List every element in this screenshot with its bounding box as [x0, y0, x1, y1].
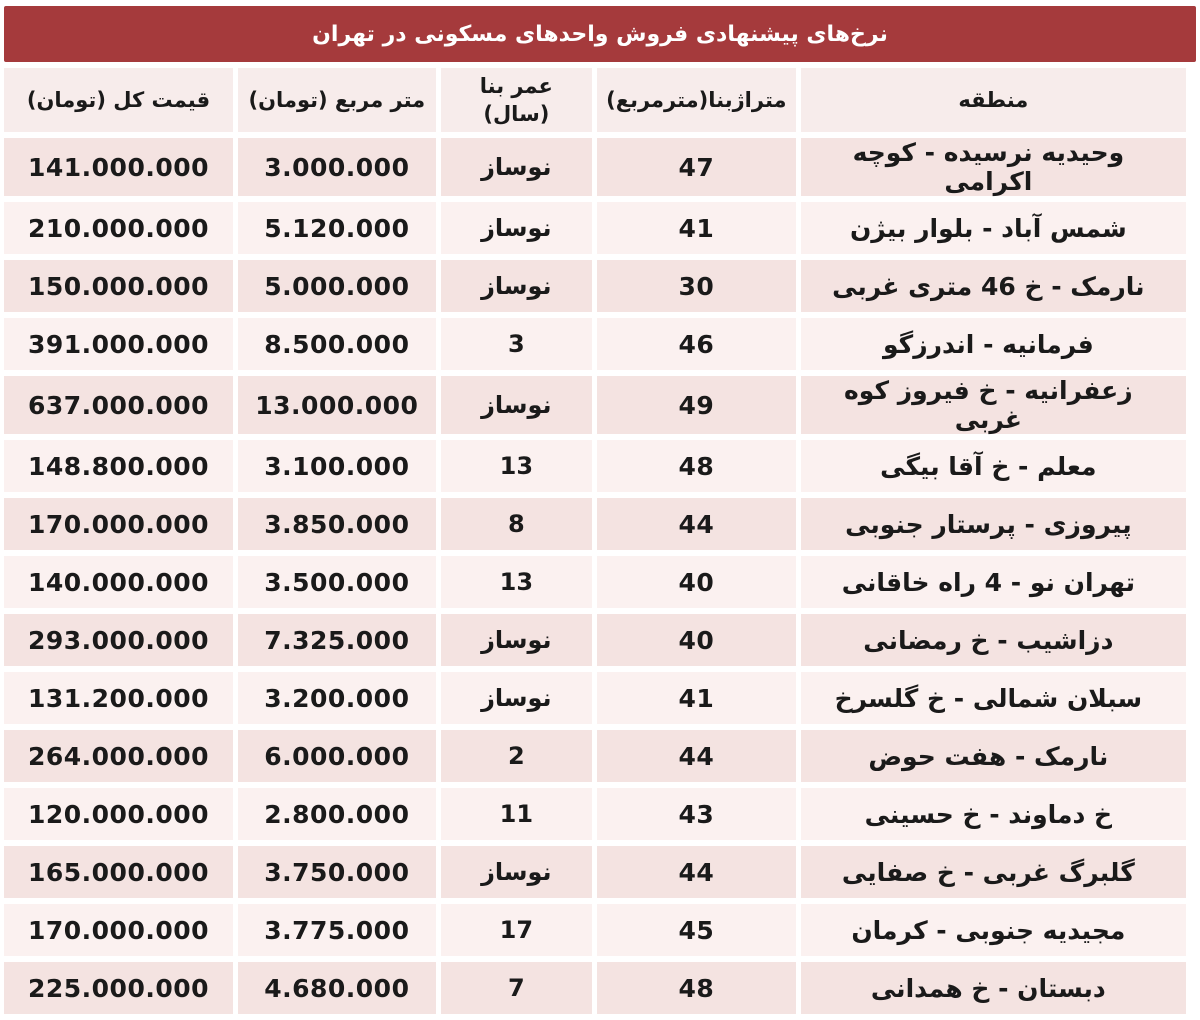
cell-price-per-meter: 2.800.000: [238, 788, 436, 840]
cell-price-per-meter: 8.500.000: [238, 318, 436, 370]
cell-area: 41: [597, 202, 796, 254]
cell-area: 47: [597, 138, 796, 196]
cell-region: تهران نو - 4 راه خاقانی: [801, 556, 1186, 608]
cell-building-age: نوساز: [441, 846, 592, 898]
cell-price-per-meter: 3.850.000: [238, 498, 436, 550]
cell-region: معلم - خ آقا بیگی: [801, 440, 1186, 492]
cell-building-age: 13: [441, 556, 592, 608]
cell-region: شمس آباد - بلوار بیژن: [801, 202, 1186, 254]
table-row: [4, 202, 1186, 254]
header-building-age-line1: عمر بنا: [479, 74, 553, 98]
cell-building-age: نوساز: [441, 202, 592, 254]
cell-region: پیروزی - پرستار جنوبی: [801, 498, 1186, 550]
cell-area: 43: [597, 788, 796, 840]
table-row: [4, 318, 1186, 370]
cell-building-age: 7: [441, 962, 592, 1014]
cell-building-age: نوساز: [441, 260, 592, 312]
cell-region: نارمک - هفت حوض: [801, 730, 1186, 782]
table-header-row: [4, 68, 1186, 132]
cell-building-age: نوساز: [441, 376, 592, 434]
table-row: [4, 730, 1186, 782]
cell-price-per-meter: 3.000.000: [238, 138, 436, 196]
cell-total-price: 637.000.000: [4, 376, 233, 434]
cell-area: 44: [597, 498, 796, 550]
table-row: [4, 260, 1186, 312]
cell-total-price: 293.000.000: [4, 614, 233, 666]
cell-building-age: 3: [441, 318, 592, 370]
cell-price-per-meter: 3.200.000: [238, 672, 436, 724]
cell-building-age: 8: [441, 498, 592, 550]
listing-price-table: [0, 62, 1191, 1020]
cell-price-per-meter: 3.750.000: [238, 846, 436, 898]
cell-building-age: 11: [441, 788, 592, 840]
table-row: [4, 962, 1186, 1014]
cell-region: سبلان شمالی - خ گلسرخ: [801, 672, 1186, 724]
cell-region: زعفرانیه - خ فیروز کوه غربی: [801, 376, 1186, 434]
header-total-price: قیمت کل (تومان): [4, 68, 233, 132]
header-region: منطقه: [801, 68, 1186, 132]
cell-region: دزاشیب - خ رمضانی: [801, 614, 1186, 666]
table-row: [4, 904, 1186, 956]
cell-region: خ دماوند - خ حسینی: [801, 788, 1186, 840]
cell-price-per-meter: 4.680.000: [238, 962, 436, 1014]
header-price-per-meter: متر مربع (تومان): [238, 68, 436, 132]
cell-area: 41: [597, 672, 796, 724]
cell-total-price: 150.000.000: [4, 260, 233, 312]
cell-total-price: 391.000.000: [4, 318, 233, 370]
cell-total-price: 131.200.000: [4, 672, 233, 724]
cell-area: 49: [597, 376, 796, 434]
cell-building-age: نوساز: [441, 614, 592, 666]
cell-building-age: 2: [441, 730, 592, 782]
cell-region: فرمانیه - اندرزگو: [801, 318, 1186, 370]
cell-total-price: 210.000.000: [4, 202, 233, 254]
cell-total-price: 264.000.000: [4, 730, 233, 782]
table-row: [4, 614, 1186, 666]
cell-price-per-meter: 6.000.000: [238, 730, 436, 782]
table-row: [4, 788, 1186, 840]
cell-price-per-meter: 5.120.000: [238, 202, 436, 254]
cell-total-price: 148.800.000: [4, 440, 233, 492]
cell-total-price: 140.000.000: [4, 556, 233, 608]
cell-area: 48: [597, 962, 796, 1014]
cell-price-per-meter: 3.100.000: [238, 440, 436, 492]
cell-building-age: نوساز: [441, 138, 592, 196]
cell-area: 44: [597, 846, 796, 898]
cell-area: 48: [597, 440, 796, 492]
cell-area: 44: [597, 730, 796, 782]
table-row: [4, 846, 1186, 898]
cell-total-price: 165.000.000: [4, 846, 233, 898]
table-title: نرخ‌های پیشنهادی فروش واحدهای مسکونی در تهران: [312, 21, 888, 47]
cell-area: 40: [597, 556, 796, 608]
cell-region: دبستان - خ همدانی: [801, 962, 1186, 1014]
table-row: [4, 138, 1186, 196]
cell-price-per-meter: 3.500.000: [238, 556, 436, 608]
cell-price-per-meter: 5.000.000: [238, 260, 436, 312]
table-row: [4, 376, 1186, 434]
cell-area: 45: [597, 904, 796, 956]
cell-total-price: 120.000.000: [4, 788, 233, 840]
table-row: [4, 556, 1186, 608]
table-row: [4, 440, 1186, 492]
cell-region: وحیدیه نرسیده - کوچه اکرامی: [801, 138, 1186, 196]
cell-region: نارمک - خ 46 متری غربی: [801, 260, 1186, 312]
cell-total-price: 225.000.000: [4, 962, 233, 1014]
table-row: [4, 672, 1186, 724]
title-bar: [4, 6, 1196, 62]
table-row: [4, 498, 1186, 550]
cell-region: گلبرگ غربی - خ صفایی: [801, 846, 1186, 898]
header-building-age-line2: (سال): [483, 102, 550, 126]
cell-region: مجیدیه جنوبی - کرمان: [801, 904, 1186, 956]
cell-total-price: 170.000.000: [4, 498, 233, 550]
header-building-age: [441, 68, 592, 132]
cell-area: 46: [597, 318, 796, 370]
cell-price-per-meter: 3.775.000: [238, 904, 436, 956]
cell-building-age: نوساز: [441, 672, 592, 724]
cell-building-age: 13: [441, 440, 592, 492]
header-area: متراژبنا(مترمربع): [597, 68, 796, 132]
table-body: [4, 138, 1186, 1014]
cell-area: 30: [597, 260, 796, 312]
cell-price-per-meter: 13.000.000: [238, 376, 436, 434]
cell-price-per-meter: 7.325.000: [238, 614, 436, 666]
cell-area: 40: [597, 614, 796, 666]
cell-total-price: 141.000.000: [4, 138, 233, 196]
cell-total-price: 170.000.000: [4, 904, 233, 956]
cell-building-age: 17: [441, 904, 592, 956]
